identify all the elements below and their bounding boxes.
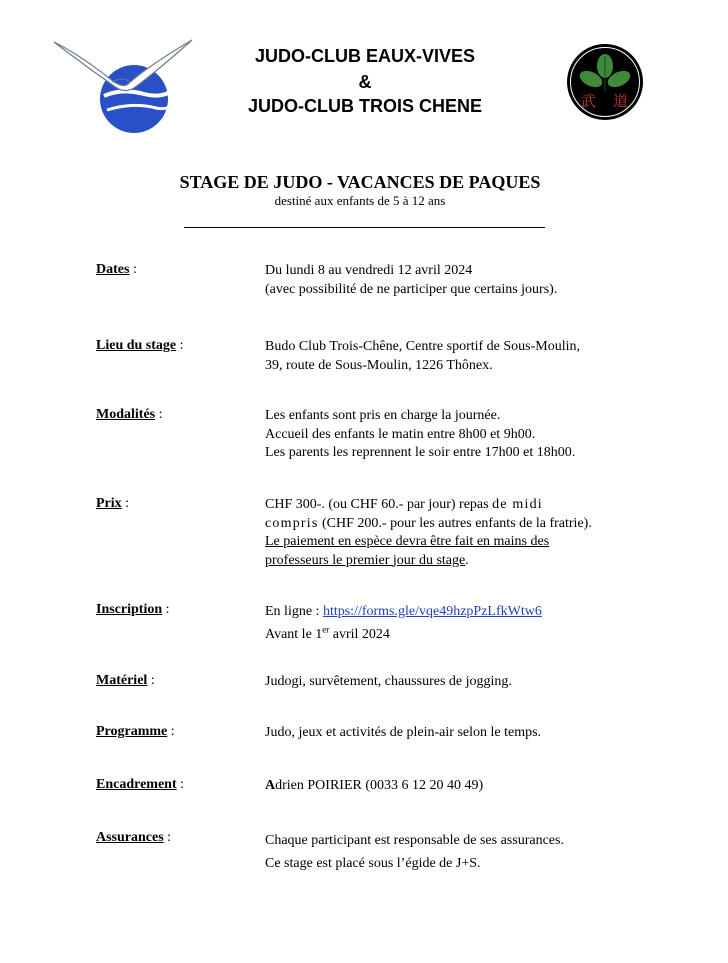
value-encadrement xyxy=(265,777,635,796)
header-ampersand: & xyxy=(358,72,372,92)
label-dates: Dates : xyxy=(96,262,137,277)
eaux-vives-logo xyxy=(52,36,197,136)
modalites-line-2: Accueil des enfants le matin entre 8h00 et 9h00. xyxy=(265,426,536,442)
label-inscription: Inscription : xyxy=(96,602,170,617)
value-materiel xyxy=(265,673,635,692)
value-modalites xyxy=(265,407,635,463)
dates-line: Du lundi 8 au vendredi 12 avril 2024 xyxy=(265,263,473,278)
lieu-line-1: Budo Club Trois-Chêne, Centre sportif de Sous-Moulin, xyxy=(265,339,581,354)
page-subtitle: destiné aux enfants de 5 à 12 ans xyxy=(274,193,446,208)
label-materiel: Matériel : xyxy=(96,673,155,688)
value-inscription xyxy=(265,600,635,646)
label-lieu: Lieu du stage : xyxy=(96,338,184,353)
assurances-line-1: Chaque participant est responsable de ses assurances. xyxy=(265,833,564,848)
prix-line-1: CHF 300-. (ou CHF 60.- par jour) repas de midi xyxy=(265,497,543,512)
encadrement-line: Adrien POIRIER (0033 6 12 20 40 49) xyxy=(265,778,484,793)
value-programme xyxy=(265,724,635,743)
title-divider xyxy=(184,227,545,228)
value-lieu xyxy=(265,338,635,375)
trois-chene-logo xyxy=(565,42,645,122)
page-title: STAGE DE JUDO - VACANCES DE PAQUES xyxy=(179,172,541,192)
lieu-line-2: 39, route de Sous-Moulin, 1226 Thônex. xyxy=(265,357,493,373)
label-assurances: Assurances : xyxy=(96,830,172,845)
prix-payment-line-2: professeurs le premier jour du stage. xyxy=(265,552,469,568)
prix-payment-line-1: Le paiement en espèce devra être fait en mains des xyxy=(265,534,550,549)
header-club-1: JUDO-CLUB EAUX-VIVES xyxy=(254,46,476,66)
logo-glyph-do: 道 xyxy=(613,92,629,110)
label-prix: Prix : xyxy=(96,496,130,511)
dates-note: (avec possibilité de ne participer que certains jours). xyxy=(265,281,558,297)
value-prix xyxy=(265,496,635,570)
modalites-line-3: Les parents les reprennent le soir entre 17h00 et 18h00. xyxy=(265,445,576,460)
modalites-line-1: Les enfants sont pris en charge la journée. xyxy=(265,408,501,423)
materiel-line: Judogi, survêtement, chaussures de jogging. xyxy=(265,674,512,689)
inscription-line-1: En ligne : https://forms.gle/vqe49hzpPzLfkWtw6 xyxy=(265,604,542,619)
assurances-line-2: Ce stage est placé sous l’égide de J+S. xyxy=(265,856,481,871)
inscription-link[interactable]: https://forms.gle/vqe49hzpPzLfkWtw6 xyxy=(322,604,542,619)
value-assurances xyxy=(265,829,635,875)
inscription-deadline: Avant le 1er avril 2024 xyxy=(265,624,390,642)
label-encadrement: Encadrement : xyxy=(96,777,185,792)
prix-line-2: compris (CHF 200.- pour les autres enfants de la fratrie). xyxy=(265,515,592,531)
label-modalites: Modalités : xyxy=(96,407,163,422)
logo-glyph-bu: 武 xyxy=(581,92,597,110)
label-programme: Programme : xyxy=(96,724,175,739)
programme-line: Judo, jeux et activités de plein-air selon le temps. xyxy=(265,725,542,740)
header-club-2: JUDO-CLUB TROIS CHENE xyxy=(247,96,482,116)
value-dates xyxy=(265,262,635,299)
